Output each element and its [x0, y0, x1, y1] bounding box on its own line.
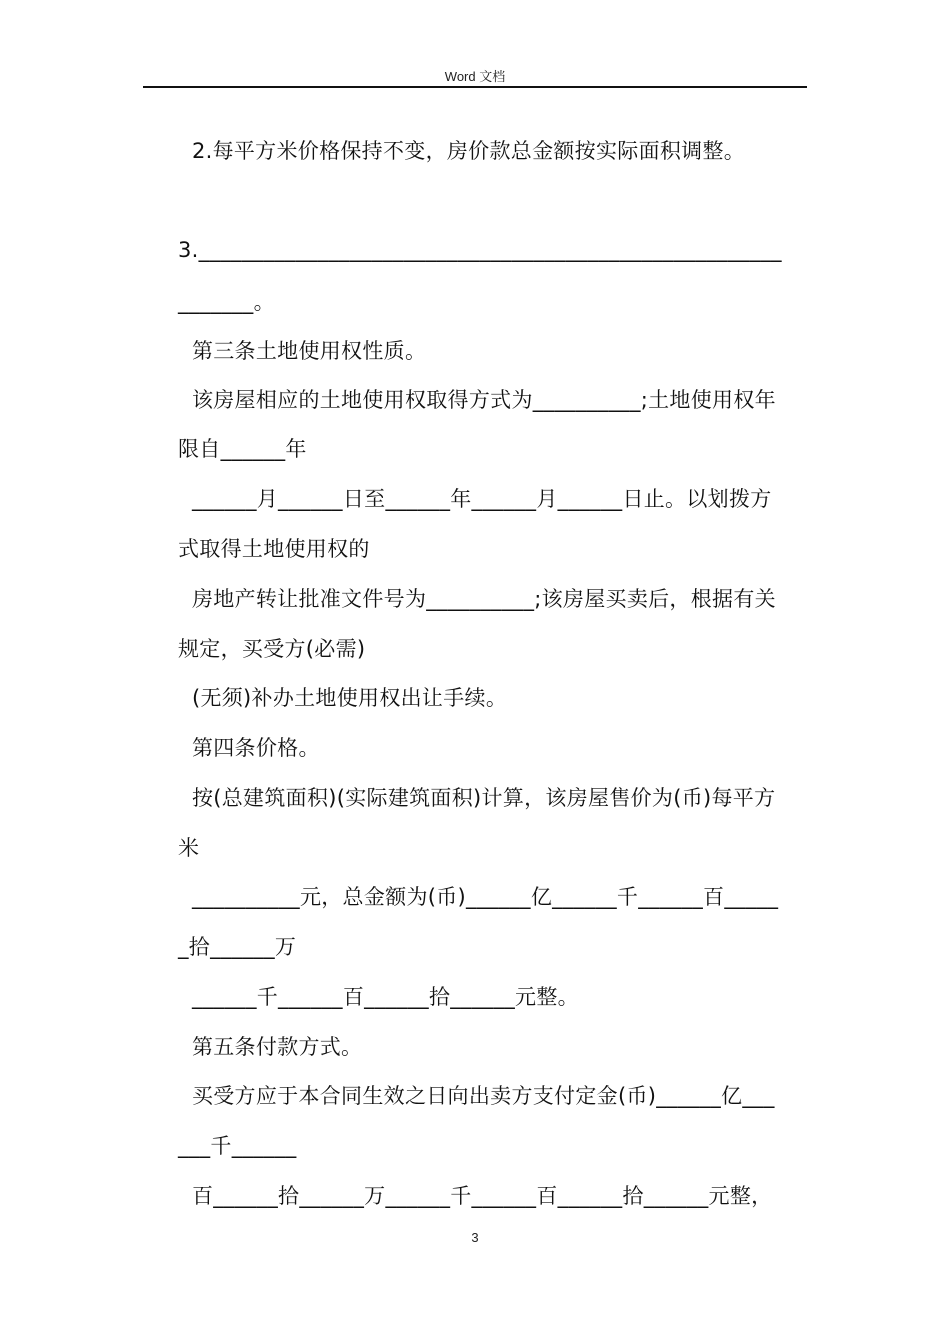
- body-line-16: _拾______万: [178, 935, 297, 959]
- page-number: 3: [471, 1230, 479, 1245]
- header-divider: [143, 86, 807, 88]
- body-line-1: 2.每平方米价格保持不变，房价款总金额按实际面积调整。: [178, 139, 746, 163]
- body-line-6: 限自______年: [178, 437, 307, 461]
- body-line-8: 式取得土地使用权的: [178, 537, 370, 561]
- body-line-20: ___千______: [178, 1134, 297, 1158]
- body-line-15: __________元，总金额为(币)______亿______千______百_____: [178, 885, 779, 909]
- body-line-17: ______千______百______拾______元整。: [178, 985, 579, 1009]
- body-line-5: 该房屋相应的土地使用权取得方式为__________;土地使用权年: [178, 388, 776, 412]
- body-line-12: 第四条价格。: [178, 736, 320, 760]
- body-line-9: 房地产转让批准文件号为__________;该房屋买卖后，根据有关: [178, 587, 776, 611]
- body-line-7: ______月______日至______年______月______日止。以划拨方: [178, 487, 772, 511]
- body-line-2: 3.______________________________________________________: [178, 238, 782, 262]
- page-header: Word 文档: [444, 69, 506, 84]
- body-line-10: 规定，买受方(必需): [178, 637, 366, 661]
- body-line-14: 米: [178, 836, 200, 860]
- body-line-19: 买受方应于本合同生效之日向出卖方支付定金(币)______亿___: [178, 1084, 775, 1108]
- body-line-18: 第五条付款方式。: [178, 1035, 363, 1059]
- body-line-21: 百______拾______万______千______百______拾______元整，: [178, 1184, 773, 1208]
- body-line-4: 第三条土地使用权性质。: [178, 339, 427, 363]
- body-line-13: 按(总建筑面积)(实际建筑面积)计算，该房屋售价为(币)每平方: [178, 786, 776, 810]
- body-line-3: _______。: [178, 290, 275, 314]
- body-line-11: (无须)补办土地使用权出让手续。: [178, 686, 508, 710]
